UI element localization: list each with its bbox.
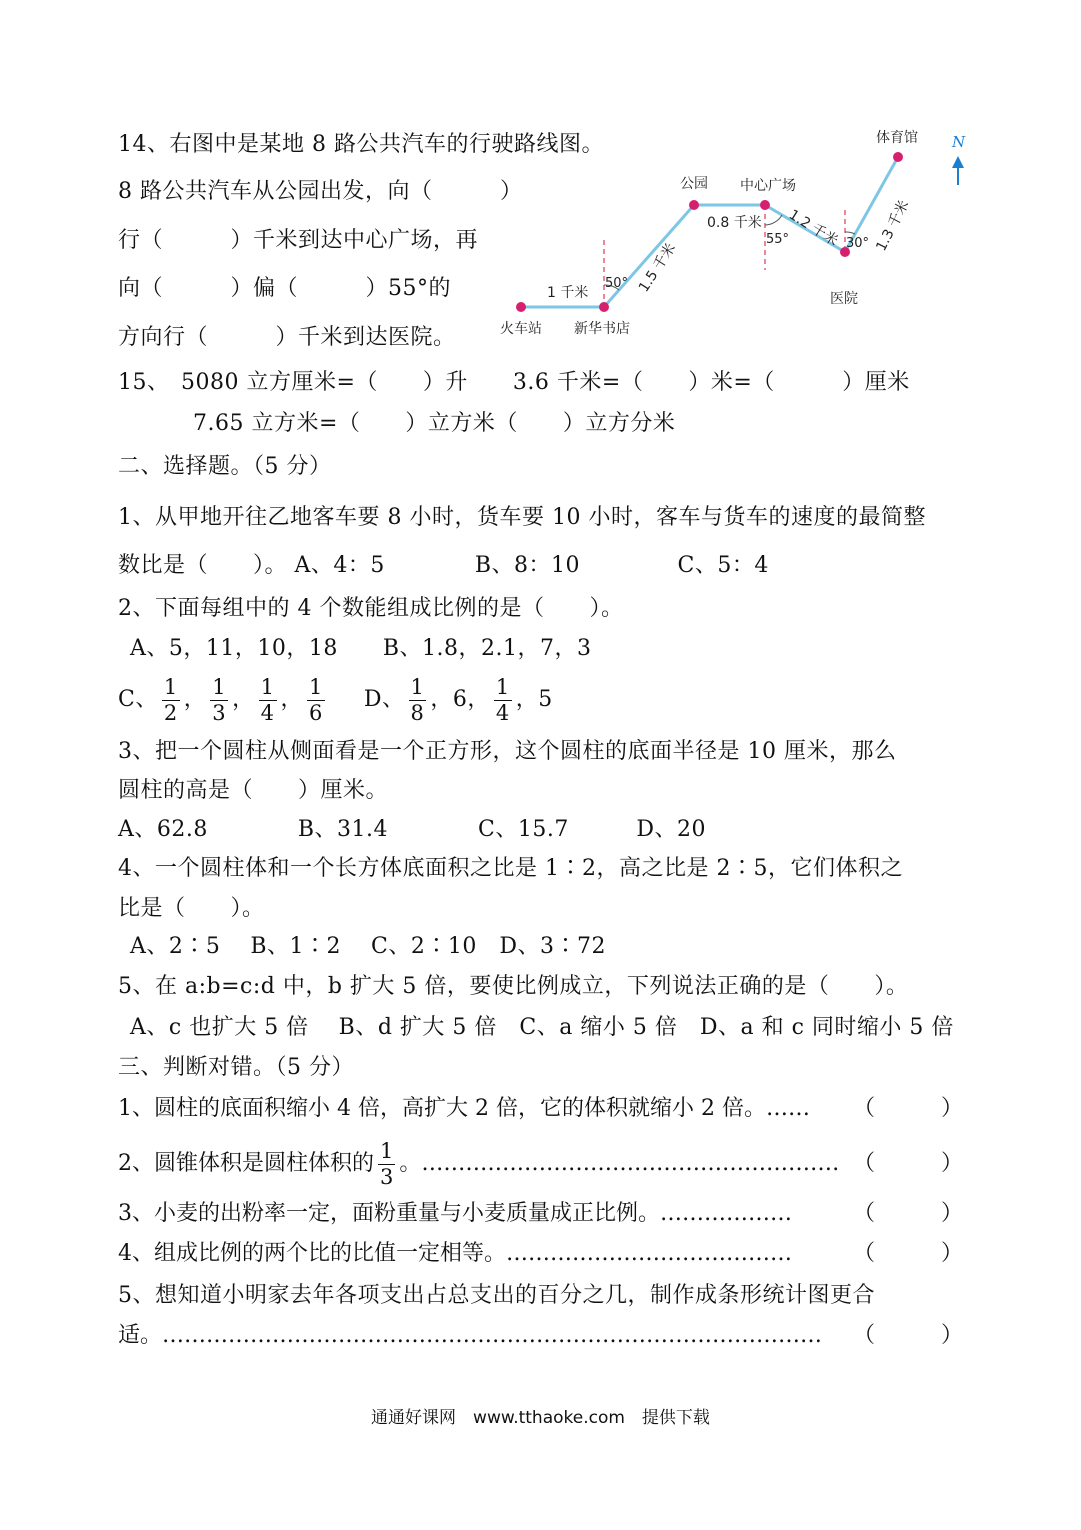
center-square-point — [760, 200, 770, 210]
s2-q1-line2: 数比是（ ）。 A、4：5 B、8：10 C、5：4 — [118, 553, 769, 578]
label-hospital: 医院 — [830, 291, 858, 307]
answer-paren: （ ） — [852, 1241, 963, 1266]
s2-q2-options-ab: A、5，11，10，18 B、1.8，2.1，7，3 — [130, 636, 592, 661]
train-station-point — [516, 302, 526, 312]
fraction-1-8: $\frac{1}{8}$ — [410, 674, 425, 725]
s2-q4-line2: 比是（ ）。 — [118, 896, 265, 921]
angle-30-label: 30° — [846, 236, 870, 251]
option-c-prefix: C、 — [118, 687, 158, 712]
s2-q2-line1: 2、下面每组中的 4 个数能组成比例的是（ ）。 — [118, 596, 624, 621]
fraction-1-4: $\frac{1}{4}$ — [260, 674, 275, 725]
s2-q5-options: A、c 也扩大 5 倍 B、d 扩大 5 倍 C、a 缩小 5 倍 D、a 和 c 同时缩小 5 倍 — [130, 1015, 954, 1040]
judge-item-5-line2: 适。……………………………………………………………………………… （ ） — [118, 1321, 963, 1351]
angle-arc-30 — [845, 232, 855, 234]
angle-50-label: 50° — [605, 276, 629, 291]
judge-item-2: 2、圆锥体积是圆柱体积的 $\frac{1}{3}$ 。………………………………………………… （ ） — [118, 1138, 963, 1189]
distance-1-5km: 1.5 千米 — [635, 240, 680, 296]
angle-55-label: 55° — [766, 232, 790, 247]
q15-line2: 7.65 立方米=（ ）立方米（ ）立方分米 — [193, 411, 676, 436]
distance-1km: 1 千米 — [547, 285, 589, 301]
angle-arc-55 — [765, 215, 782, 225]
s2-q3-line1: 3、把一个圆柱从侧面看是一个正方形，这个圆柱的底面半径是 10 厘米，那么 — [118, 739, 897, 764]
park-point — [689, 200, 699, 210]
judge-item-3: 3、小麦的出粉率一定，面粉重量与小麦质量成正比例。……………… （ ） — [118, 1199, 963, 1229]
label-train-station: 火车站 — [500, 321, 542, 337]
s2-q2-options-cd: C、 $\frac{1}{2}$ ， $\frac{1}{3}$ ， $\frac{1}{4}$ ， $\frac{1}{6}$ D、 $\frac{1}{8}$ ，6， $\frac{1}{4}$ ，5 — [118, 674, 553, 725]
answer-paren: （ ） — [852, 1096, 963, 1121]
bookstore-point — [599, 302, 609, 312]
q15-line1: 15、 5080 立方厘米=（ ）升 3.6 千米=（ ）米=（ ）厘米 — [118, 370, 910, 395]
label-stadium: 体育馆 — [876, 130, 918, 146]
section3-title: 三、判断对错。（5 分） — [118, 1055, 354, 1080]
label-park: 公园 — [680, 176, 708, 192]
fraction-1-3-judge: $\frac{1}{3}$ — [380, 1138, 394, 1189]
answer-paren: （ ） — [852, 1151, 963, 1176]
q14-line3: 行（ ）千米到达中心广场，再 — [118, 228, 479, 253]
label-center-square: 中心广场 — [740, 178, 796, 194]
distance-1-2km: 1.2 千米 — [785, 206, 841, 250]
option-d-prefix: D、 — [363, 687, 405, 712]
q14-line1: 14、右图中是某地 8 路公共汽车的行驶路线图。 — [118, 132, 604, 157]
north-arrow-icon — [951, 133, 966, 185]
fraction-1-6: $\frac{1}{6}$ — [309, 674, 323, 725]
judge-item-1: 1、圆柱的底面积缩小 4 倍，高扩大 2 倍，它的体积就缩小 2 倍。…… （ ） — [118, 1094, 963, 1124]
q14-line5: 方向行（ ）千米到达医院。 — [118, 325, 456, 350]
judge-item-5-line1: 5、想知道小明家去年各项支出占总支出的百分之几，制作成条形统计图更合 — [118, 1283, 875, 1308]
page-footer: 通通好课网 www.tthaoke.com 提供下载 — [371, 1408, 710, 1428]
q14-line2: 8 路公共汽车从公园出发，向（ ） — [118, 179, 523, 204]
stadium-point — [893, 152, 903, 162]
svg-text:N: N — [952, 133, 966, 151]
label-bookstore: 新华书店 — [574, 321, 630, 337]
s2-q4-options: A、2∶5 B、1∶2 C、2∶10 D、3∶72 — [130, 934, 606, 959]
judge-item-4: 4、组成比例的两个比的比值一定相等。………………………………… （ ） — [118, 1239, 963, 1269]
distance-1-3km: 1.3 千米 — [873, 197, 913, 254]
fraction-1-2: $\frac{1}{2}$ — [163, 674, 178, 725]
s2-q3-line2: 圆柱的高是（ ）厘米。 — [118, 778, 389, 803]
s2-q1-line1: 1、从甲地开往乙地客车要 8 小时，货车要 10 小时，客车与货车的速度的最简整 — [118, 505, 926, 530]
bus-route-map — [490, 118, 980, 348]
answer-paren: （ ） — [852, 1201, 963, 1226]
s2-q4-line1: 4、一个圆柱体和一个长方体底面积之比是 1∶2，高之比是 2∶5，它们体积之 — [118, 856, 903, 881]
s2-q3-options: A、62.8 B、31.4 C、15.7 D、20 — [118, 817, 706, 842]
q14-line4: 向（ ）偏（ ）55°的 — [118, 276, 451, 301]
s2-q5-line1: 5、在 a:b=c:d 中，b 扩大 5 倍，要使比例成立，下列说法正确的是（ ）。 — [118, 974, 909, 999]
distance-0-8km: 0.8 千米 — [707, 215, 762, 231]
section2-title: 二、选择题。（5 分） — [118, 454, 332, 479]
fraction-1-4-d: $\frac{1}{4}$ — [495, 674, 510, 725]
answer-paren: （ ） — [852, 1323, 963, 1348]
fraction-1-3: $\frac{1}{3}$ — [212, 674, 227, 725]
